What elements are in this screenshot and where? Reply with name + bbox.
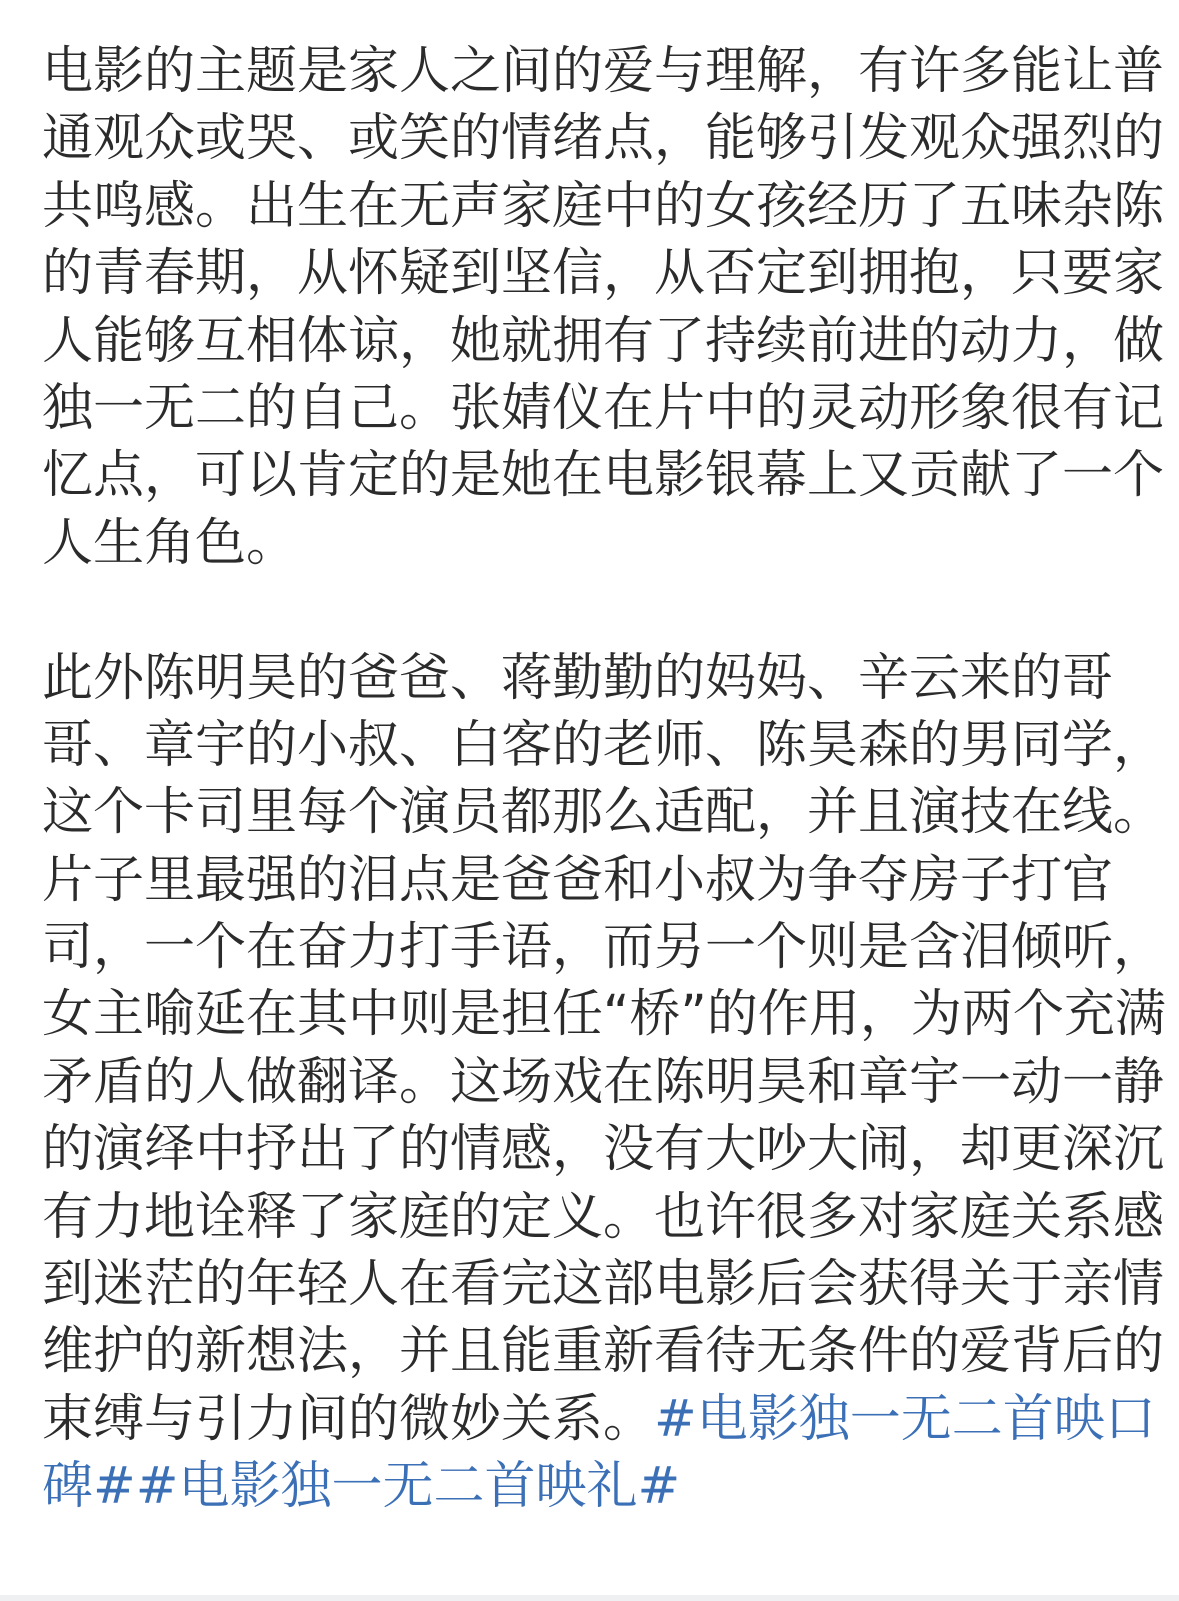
text-line: 有力地诠释了家庭的定义。也许很多对家庭关系感 (42, 1187, 1165, 1247)
post-body (42, 38, 1166, 1521)
hashtag-link-premiere-reviews[interactable]: #电影独一无二首映口 (654, 1389, 1156, 1449)
text-line: 共鸣感。出生在无声家庭中的女孩经历了五味杂陈 (42, 176, 1165, 236)
hashtag-link-premiere-reviews-end[interactable]: 碑# (42, 1457, 136, 1517)
text-line: 独一无二的自己。张婧仪在片中的灵动形象很有记 (42, 378, 1165, 438)
text-line: 人能够互相体谅，她就拥有了持续前进的动力，做 (42, 311, 1165, 371)
text-segment: 束缚与引力间的微妙关系。 (42, 1389, 655, 1449)
text-line: 的演绎中抒出了的情感，没有大吵大闹，却更深沉 (42, 1120, 1165, 1180)
text-line: 哥、章宇的小叔、白客的老师、陈昊森的男同学， (42, 715, 1165, 775)
text-line: 女主喻延在其中则是担任“桥”的作用，为两个充满 (42, 985, 1166, 1045)
text-line: 通观众或哭、或笑的情绪点，能够引发观众强烈的 (42, 109, 1165, 169)
text-line: 司，一个在奋力打手语，而另一个则是含泪倾听， (42, 918, 1165, 978)
hashtag-link-premiere-ceremony[interactable]: #电影独一无二首映礼# (135, 1457, 681, 1517)
text-line: 到迷茫的年轻人在看完这部电影后会获得关于亲情 (42, 1255, 1165, 1315)
paragraph-2 (42, 645, 1166, 1521)
text-line: 矛盾的人做翻译。这场戏在陈明昊和章宇一动一静 (42, 1052, 1165, 1112)
paragraph-1 (42, 38, 1165, 577)
text-line (42, 1386, 1156, 1453)
text-line: 电影的主题是家人之间的爱与理解，有许多能让普 (42, 42, 1165, 101)
text-line: 片子里最强的泪点是爸爸和小叔为争夺房子打官 (42, 850, 1114, 910)
text-line (42, 1453, 1132, 1520)
text-line: 维护的新想法，并且能重新看待无条件的爱背后的 (42, 1322, 1165, 1382)
bottom-divider (0, 1595, 1179, 1601)
text-line: 的青春期，从怀疑到坚信，从否定到拥抱，只要家 (42, 244, 1165, 304)
text-line: 忆点，可以肯定的是她在电影银幕上又贡献了一个 (42, 446, 1165, 506)
paragraph-gap (42, 577, 1132, 644)
text-line: 此外陈明昊的爸爸、蒋勤勤的妈妈、辛云来的哥 (42, 648, 1114, 708)
text-line: 人生角色。 (42, 513, 298, 573)
text-line: 这个卡司里每个演员都那么适配，并且演技在线。 (42, 783, 1165, 843)
